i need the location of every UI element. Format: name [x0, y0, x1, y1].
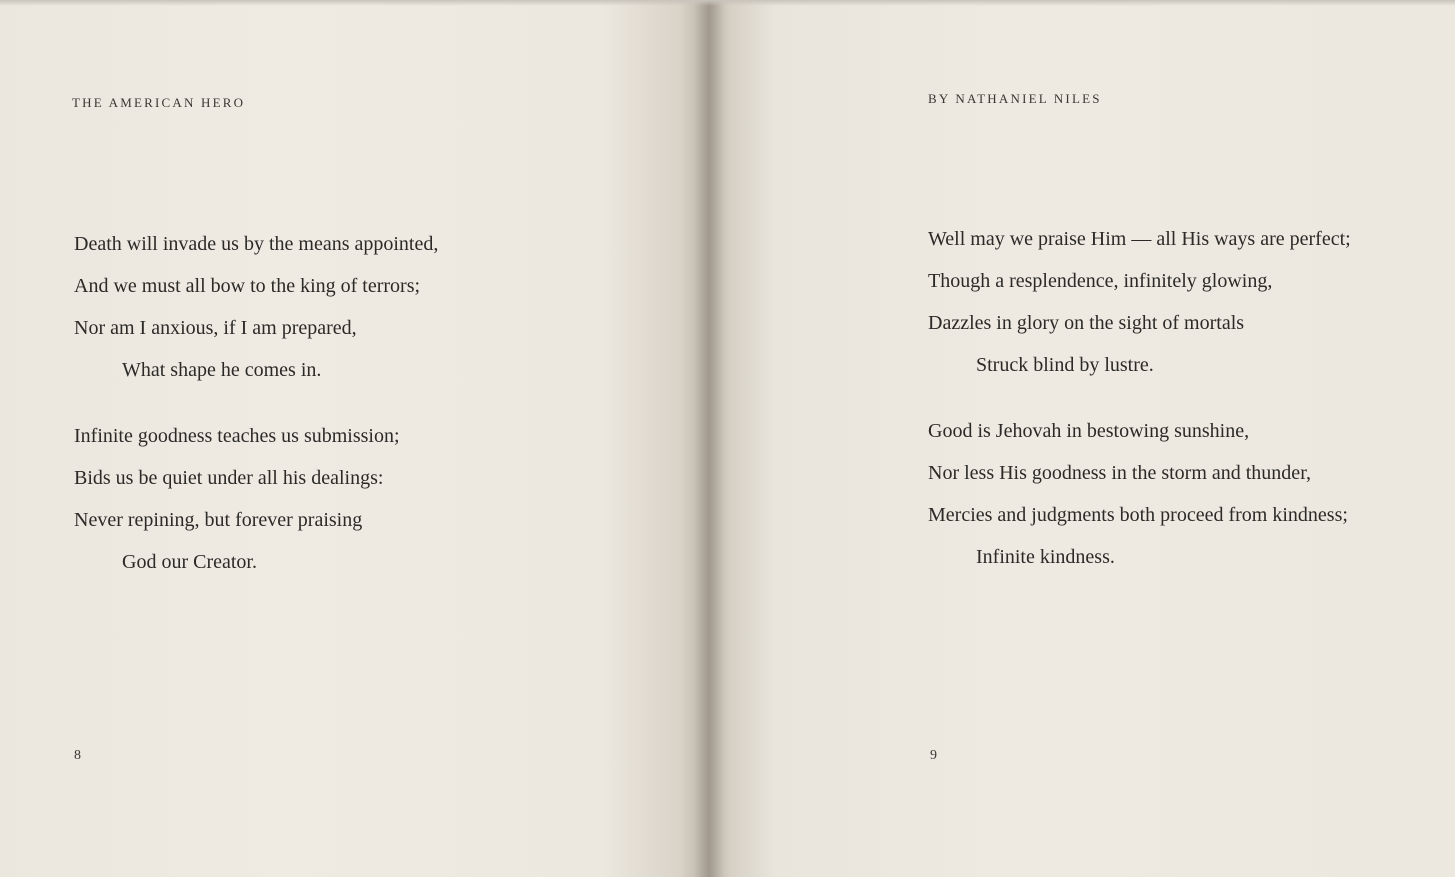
stanza-3	[928, 218, 1351, 386]
poem-line: Nor am I anxious, if I am prepared,	[74, 317, 357, 339]
stanza-2	[74, 415, 400, 583]
right-page	[708, 0, 1455, 877]
poem-line-indented: What shape he comes in.	[122, 359, 322, 381]
poem-line: Never repining, but forever praising	[74, 509, 363, 531]
page-top-edge	[0, 0, 1455, 6]
page-number-right: 9	[930, 748, 937, 763]
poem-line: Nor less His goodness in the storm and thunder,	[928, 462, 1312, 484]
poem-line: Dazzles in glory on the sight of mortals	[928, 312, 1245, 334]
book-gutter-shadow	[694, 0, 724, 877]
running-head-left: THE AMERICAN HERO	[72, 95, 246, 110]
poem-line: Infinite goodness teaches us submission;	[74, 425, 400, 447]
page-number-left: 8	[74, 748, 81, 763]
poem-line: And we must all bow to the king of terrors;	[74, 275, 421, 297]
stanza-1	[74, 223, 438, 391]
poem-line: Death will invade us by the means appointed,	[74, 233, 439, 255]
poem-line-indented: God our Creator.	[122, 551, 257, 573]
stanza-4	[928, 410, 1348, 578]
poem-line-indented: Struck blind by lustre.	[976, 354, 1154, 376]
running-head-right: BY NATHANIEL NILES	[928, 91, 1102, 106]
poem-line: Bids us be quiet under all his dealings:	[74, 467, 384, 489]
left-page	[0, 0, 708, 877]
poem-line: Well may we praise Him — all His ways are perfect;	[928, 228, 1351, 250]
poem-line-indented: Infinite kindness.	[976, 546, 1115, 568]
poem-line: Mercies and judgments both proceed from kindness;	[928, 504, 1348, 526]
poem-line: Good is Jehovah in bestowing sunshine,	[928, 420, 1250, 442]
poem-line: Though a resplendence, infinitely glowing,	[928, 270, 1273, 292]
